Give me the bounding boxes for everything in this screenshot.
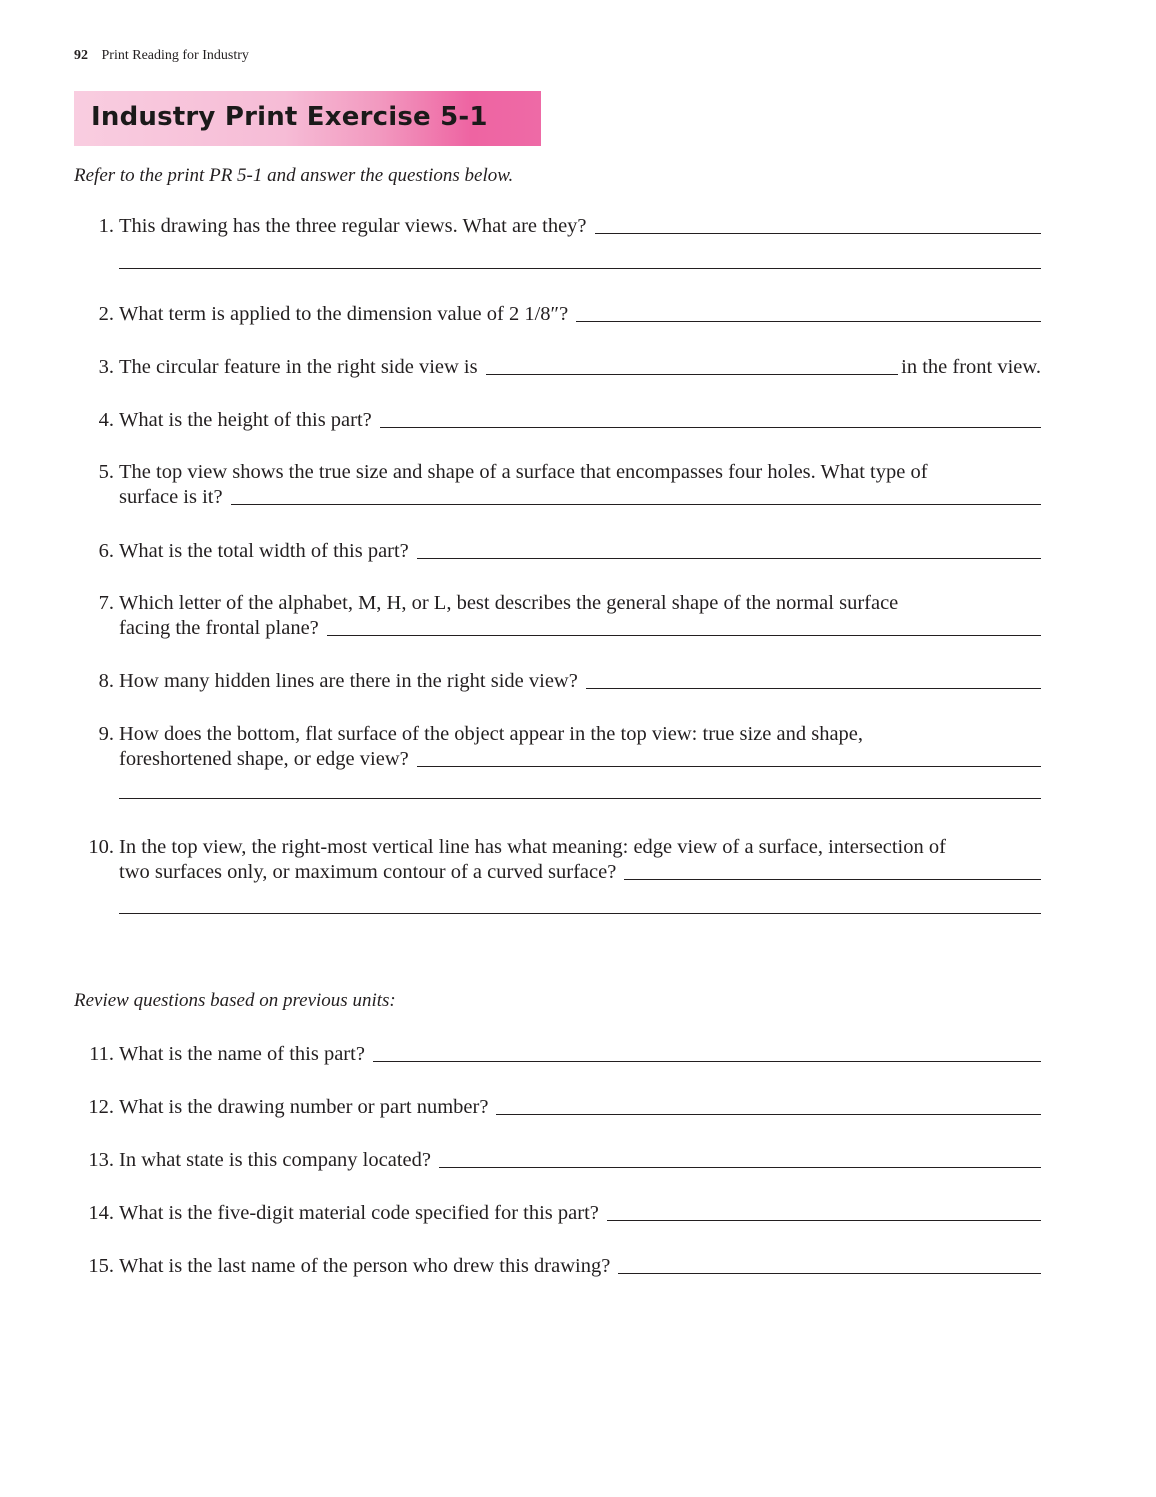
question-number: 11.	[89, 1043, 114, 1065]
question-6-line	[98, 537, 1041, 563]
question-text: How does the bottom, flat surface of the object appear in the top view: true size and shape,	[119, 723, 864, 745]
answer-blank[interactable]	[417, 765, 1041, 767]
question-10-line	[88, 833, 1041, 859]
answer-blank[interactable]	[439, 1166, 1041, 1168]
question-text: In what state is this company located?	[119, 1149, 431, 1171]
question-text: foreshortened shape, or edge view?	[119, 748, 409, 770]
question-3-line	[98, 353, 1041, 379]
page-number: 92	[74, 48, 88, 63]
question-text: two surfaces only, or maximum contour of a curved surface?	[119, 861, 617, 883]
question-1-line	[119, 247, 1041, 273]
question-5-line	[98, 458, 1041, 484]
question-number: 12.	[88, 1096, 114, 1118]
answer-blank[interactable]	[231, 503, 1041, 505]
question-number: 13.	[88, 1149, 114, 1171]
question-13-line	[88, 1146, 1041, 1172]
question-text: This drawing has the three regular views. What are they?	[119, 215, 587, 237]
question-9-line	[119, 745, 1041, 771]
question-text-after-blank: in the front view.	[901, 356, 1041, 378]
review-instructions: Review questions based on previous units:	[74, 990, 396, 1011]
question-10-line	[119, 892, 1041, 918]
exercise-title-banner	[74, 91, 541, 146]
question-text: What is the name of this part?	[119, 1043, 365, 1065]
question-7-line	[98, 589, 1041, 615]
question-4-line	[98, 406, 1041, 432]
question-number: 8.	[98, 670, 114, 692]
question-1-line	[98, 212, 1041, 238]
question-2-line	[98, 300, 1041, 326]
question-number: 15.	[88, 1255, 114, 1277]
question-number: 14.	[88, 1202, 114, 1224]
answer-blank[interactable]	[327, 634, 1041, 636]
question-9-line	[119, 777, 1041, 803]
question-12-line	[88, 1093, 1041, 1119]
question-text: In the top view, the right-most vertical line has what meaning: edge view of a surface, intersection of	[119, 836, 946, 858]
question-text: What is the height of this part?	[119, 409, 372, 431]
answer-blank[interactable]	[586, 687, 1041, 689]
answer-blank[interactable]	[373, 1060, 1041, 1062]
question-10-line	[119, 858, 1041, 884]
question-number: 10.	[88, 836, 114, 858]
running-header	[74, 48, 249, 64]
question-7-line	[119, 614, 1041, 640]
exercise-title: Industry Print Exercise 5-1	[91, 102, 488, 132]
question-8-line	[98, 667, 1041, 693]
question-text: facing the frontal plane?	[119, 617, 319, 639]
question-number: 9.	[98, 723, 114, 745]
answer-blank[interactable]	[380, 426, 1041, 428]
answer-blank[interactable]	[119, 912, 1041, 914]
question-9-line	[98, 720, 1041, 746]
book-title: Print Reading for Industry	[101, 48, 249, 63]
question-number: 1.	[98, 215, 114, 237]
question-text: How many hidden lines are there in the right side view?	[119, 670, 578, 692]
question-text: What is the drawing number or part number?	[119, 1096, 489, 1118]
instructions: Refer to the print PR 5-1 and answer the questions below.	[74, 165, 514, 186]
question-text: What is the total width of this part?	[119, 540, 409, 562]
question-text: surface is it?	[119, 486, 223, 508]
question-number: 6.	[98, 540, 114, 562]
question-11-line	[89, 1040, 1041, 1066]
answer-blank[interactable]	[624, 878, 1041, 880]
question-15-line	[88, 1252, 1041, 1278]
question-text: The top view shows the true size and shape of a surface that encompasses four holes. What type of	[119, 461, 928, 483]
answer-blank[interactable]	[618, 1272, 1041, 1274]
question-14-line	[88, 1199, 1041, 1225]
question-text: What is the last name of the person who drew this drawing?	[119, 1255, 611, 1277]
answer-blank[interactable]	[496, 1113, 1041, 1115]
question-number: 2.	[98, 303, 114, 325]
question-number: 7.	[98, 592, 114, 614]
question-5-line	[119, 483, 1041, 509]
answer-blank[interactable]	[486, 373, 899, 375]
question-number: 3.	[98, 356, 114, 378]
question-text: Which letter of the alphabet, M, H, or L, best describes the general shape of the normal surface	[119, 592, 899, 614]
question-text: What term is applied to the dimension value of 2 1/8″?	[119, 303, 569, 325]
question-text: The circular feature in the right side view is	[119, 356, 478, 378]
answer-blank[interactable]	[576, 320, 1041, 322]
question-number: 4.	[98, 409, 114, 431]
question-text: What is the five-digit material code specified for this part?	[119, 1202, 599, 1224]
answer-blank[interactable]	[119, 267, 1041, 269]
question-number: 5.	[98, 461, 114, 483]
answer-blank[interactable]	[607, 1219, 1041, 1221]
answer-blank[interactable]	[417, 557, 1041, 559]
answer-blank[interactable]	[119, 797, 1041, 799]
answer-blank[interactable]	[595, 232, 1041, 234]
